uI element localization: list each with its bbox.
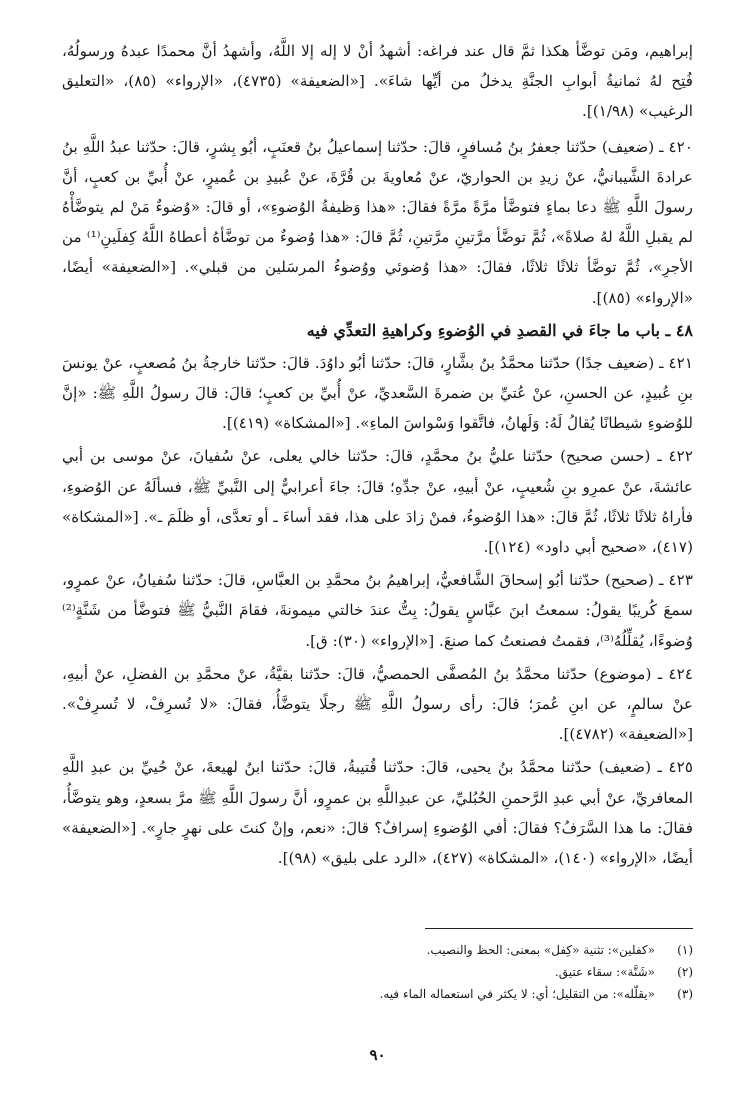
page-number: ٩٠ — [369, 1046, 386, 1064]
hadith-422: ٤٢٢ ـ (حسن صحيح) حدّثنا عليُّ بنُ محمَّدٍ، قالَ: حدّثنا خالي يعلى، عنْ سُفيانَ، عنْ موسى بن أبي عائشةَ، عنْ عمرِو بنِ شُعيبٍ، عنْ أبيهِ، عنْ جدِّهِ؛ قالَ: جاءَ أعرابيٌّ إلى النَّبيِّ ﷺ، فسألَهُ عن الوُضوءِ، فأراهُ ثلاثًا ثلاثًا، ثُمَّ قالَ: «هذا الوُضوءُ، فمنْ زادَ على هذا، فقد أساءَ ـ أو تعدَّى، أو ظلَمَ ـ». [«المشكاة» (٤١٧)، «صحيح أبي داود» (١٢٤)]. — [62, 447, 693, 557]
footnote-text: «شَنَّة»: سقاء عتيق. — [554, 965, 655, 979]
footnote-item — [62, 939, 693, 961]
footnote-item — [62, 961, 693, 983]
hadith-425: ٤٢٥ ـ (ضعيف) حدّثنا محمَّدُ بنُ يحيى، قالَ: حدّثنا قُتيبةُ، قالَ: حدّثنا ابنُ لهيعةَ، عنْ حُييِّ بن عبدِ اللَّهِ المعافريِّ، عنْ أبي عبدِ الرَّحمنِ الحُبُليِّ، عن عبدِاللَّهِ بن عمرٍو، أنَّ رسولَ اللَّهِ ﷺ مرَّ بسعدٍ، وهو يتوضَّأُ، فقالَ: ما هذا السَّرَفُ؟ فقالَ: أفي الوُضوءِ إسرافٌ؟ قالَ: «نعم، وإنْ كنتَ على نهرٍ جارٍ». [«الضعيفة» أيضًا، «الإرواء» (١٤٠)، «المشكاة» (٤٢٧)، «الرد على بليق» (٩٨)]. — [62, 758, 693, 868]
footnote-number: (٣) — [677, 987, 693, 1001]
footnote-number: (٢) — [677, 965, 693, 979]
hadith-424: ٤٢٤ ـ (موضوع) حدّثنا محمَّدُ بنُ المُصفَّى الحمصيُّ، قالَ: حدّثنا بقيَّةُ، عنْ محمَّدِ بن الفضلِ، عنْ أبيهِ، عنْ سالمٍ، عن ابنِ عُمرَ؛ قالَ: رأى رسولُ اللَّهِ ﷺ رجلًا يتوضَّأُ، فقالَ: «لا تُسرِفْ، لا تُسرِفْ». [«الضعيفة» (٤٧٨٢)]. — [62, 664, 693, 744]
chapter-heading: ٤٨ ـ باب ما جاءَ في القصدِ في الوُضوءِ وكراهيةِ التعدِّي فيه — [306, 320, 693, 340]
hadith-423: ٤٢٣ ـ (صحيح) حدّثنا أبُو إسحاقَ الشَّافعيُّ، إبراهيمُ بنُ محمَّدِ بن العبَّاسِ، قالَ: حدّثنا سُفيانُ، عنْ عمرٍو، سمعَ كُريبًا يقولُ: سمعتُ ابنَ عبَّاسٍ يقولُ: بِتُّ عندَ خالتي ميمونةَ، فقامَ النَّبيُّ ﷺ فتوضَّأ من شَنَّةٍ⁽²⁾ وُضوءًا، يُقلِّلُهُ⁽³⁾، فقمتُ فصنعتُ كما صنعَ. [«الإرواء» (٣٠): ق]. — [62, 571, 693, 650]
main-text — [62, 36, 693, 873]
hadith-420: ٤٢٠ ـ (ضعيف) حدّثنا جعفرُ بنُ مُسافرٍ، قالَ: حدّثنا إسماعيلُ بنُ قعنَبٍ، أبُو بِشرٍ، قالَ: حدّثنا عبدُ اللَّهِ بنُ عرادةَ الشَّيبانيُّ، عنْ زيدِ بن الحواريّ، عنْ مُعاويةَ بن قُرَّةَ، عنْ عُبيدِ بن عُميرٍ، عنْ أُبيِّ بن كعبٍ، أنَّ رسولَ اللَّهِ ﷺ دعا بماءٍ فتوضَّأ مرَّةً مرَّةً فقالَ: «هذا وَظيفةُ الوُضوءِ»، أو قالَ: «وُضوءٌ مَنْ لم يتوضَّأْهُ لم يقبلِ اللَّهُ لهُ صلاةً»، ثُمَّ توضَّأ مرَّتينِ مرَّتينِ، ثُمَّ قالَ: «هذا وُضوءٌ من توضَّأهُ أعطاهُ اللَّهُ كِفلَينِ⁽¹⁾ من الأجرِ»، ثُمَّ توضَّأ ثلاثًا ثلاثًا، فقالَ: «هذا وُضوئي ووُضوءُ المرسَلين من قبلي». [«الضعيفة» أيضًا، «الإرواء» (٨٥)]. — [62, 137, 693, 307]
footnote-divider — [425, 928, 693, 929]
footnote-text: «كفلين»: تثنية «كِفل» بمعنى: الحظ والنصيب. — [426, 943, 655, 957]
paragraph-continuation: إبراهيم، ومَن توضَّأ هكذا ثمَّ قال عند فراغه: أشهدُ أنْ لا إله إلا اللَّهُ، وأشهدُ أنَّ محمدًا عبدهُ ورسولُهُ، فُتِح لهُ ثمانيةُ أبوابِ الجنَّةِ يدخلُ من أيِّها شاءَ». [«الضعيفة» (٤٧٣٥)، «الإرواء» (٨٥)، «التعليق الرغيب» (١/٩٨)]. — [62, 42, 693, 121]
footnote-text: «يقلّله»: من التقليل؛ أي: لا يكثر في استعماله الماء فيه. — [379, 987, 655, 1001]
footnote-number: (١) — [677, 943, 693, 957]
footnotes — [62, 928, 693, 1005]
hadith-421: ٤٢١ ـ (ضعيف جدًا) حدّثنا محمَّدُ بنُ بشَّارٍ، قالَ: حدّثنا أبُو داوُدَ. قالَ: حدّثنا خارجةُ بنُ مُصعبٍ، عنْ يونسَ بنِ عُبيدٍ، عن الحسنِ، عنْ عُتيِّ بن ضمرةَ السَّعديِّ، عنْ أُبيِّ بن كعبٍ؛ قالَ: قالَ رسولُ اللَّهِ ﷺ: «إنَّ للوُضوءِ شيطانًا يُقالُ لَهُ: وَلَهانُ، فاتَّقوا وَسْواسَ الماءِ». [«المشكاة» (٤١٩)]. — [62, 353, 693, 433]
footnote-item — [62, 983, 693, 1005]
